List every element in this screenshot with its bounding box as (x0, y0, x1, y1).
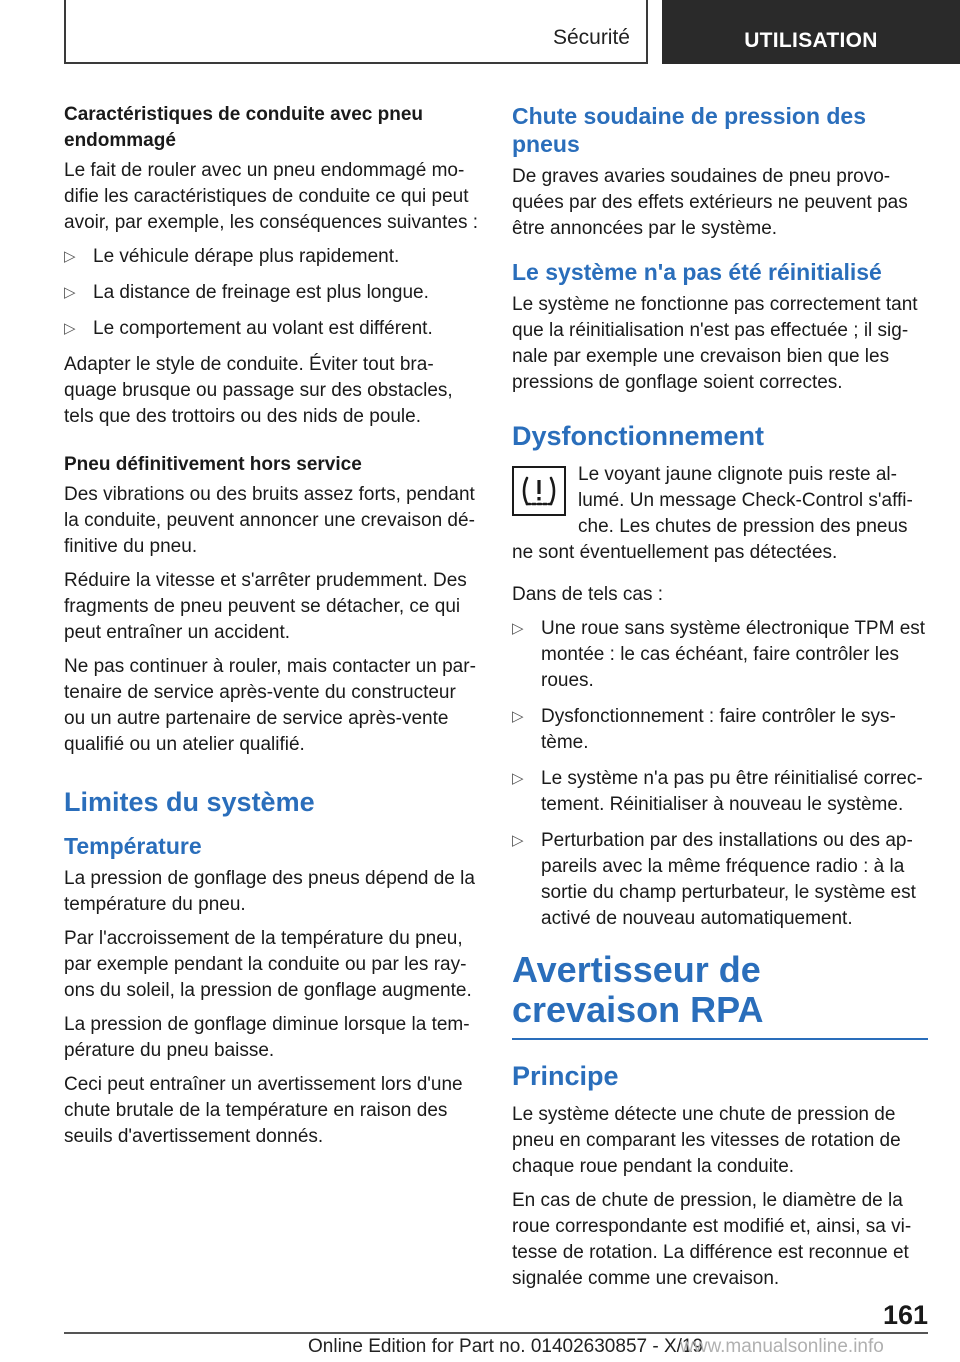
left-column (64, 102, 478, 1158)
tire-pressure-warning-icon-graphic (519, 474, 559, 508)
list-item (512, 828, 928, 932)
watermark-text: www.manualsonline.info (680, 1336, 884, 1357)
list-item (512, 704, 928, 756)
paragraph: Réduire la vitesse et s'arrêter prudemment. Des fragments de pneu peuvent se détacher, ce qui peut entraîner un accident. (64, 570, 467, 643)
paragraph: La pression de gonflage des pneus dépend de la température du pneu. (64, 868, 475, 915)
paragraph: Le système détecte une chute de pression de pneu en comparant les vitesses de rotation de chaque roue pendant la conduite. (512, 1104, 901, 1177)
heading-system-limits: Limites du système (64, 787, 315, 817)
list-item-text: La distance de freinage est plus longue. (93, 282, 429, 303)
right-column (512, 102, 928, 1300)
paragraph: Le voyant jaune clignote puis reste allumé. Un message Check-Control s'affiche. Les chutes de pression des pneus ne sont éventuellement pas détectées. (512, 464, 913, 563)
bullet-triangle-icon: ▷ (512, 708, 524, 725)
bullet-triangle-icon: ▷ (512, 832, 524, 849)
paragraph: Ne pas continuer à rouler, mais contacter un partenaire de service après-vente du constructeur ou un autre partenaire de service après-vente qualifié ou un atelier qualifié. (64, 656, 476, 755)
footer-divider (64, 1332, 928, 1334)
list-item (512, 616, 928, 694)
section-title: Sécurité (552, 26, 630, 49)
list-item-text: Le véhicule dérape plus rapidement. (93, 246, 400, 267)
heading-temperature: Température (64, 833, 202, 859)
paragraph: Le système ne fonctionne pas correctement tant que la réinitialisation n'est pas effectuée ; il signale par exemple une crevaison bien que les pressions de gonflage soient correctes. (512, 294, 918, 393)
chapter-title: UTILISATION (744, 29, 878, 52)
list-item (64, 316, 478, 342)
paragraph: De graves avaries soudaines de pneu provoquées par des effets extérieurs ne peuvent pas être annoncées par le système. (512, 166, 908, 239)
list-item-text: Le comportement au volant est différent. (93, 318, 433, 339)
heading-not-reset: Le système n'a pas été réinitialisé (512, 259, 882, 285)
consequence-list (64, 244, 478, 342)
list-item (512, 766, 928, 818)
bullet-triangle-icon: ▷ (64, 248, 76, 265)
heading-malfunction: Dysfonctionnement (512, 421, 765, 451)
malfunction-cases-list (512, 616, 928, 932)
paragraph: En cas de chute de pression, le diamètre de la roue correspondante est modifié et, ainsi, sa vitesse de rotation. La différence est reconnue et signalée comme une crevaison. (512, 1190, 912, 1289)
list-item-text: Dysfonctionnement : faire contrôler le système. (541, 706, 896, 753)
paragraph: Le fait de rouler avec un pneu endommagé modifie les caractéristiques de conduite ce qui peut avoir, par exemple, les conséquences suivantes : (64, 160, 479, 233)
page-header (0, 0, 960, 66)
heading-flat-tire-monitor-rpa: Avertisseur de crevaison RPA (512, 950, 928, 1040)
list-item (64, 244, 478, 270)
subheading-damaged-tire: Caractéristiques de conduite avec pneu endommagé (64, 104, 424, 151)
list-item-text: Le système n'a pas pu être réinitialisé correctement. Réinitialiser à nouveau le système. (541, 768, 923, 815)
page-number: 161 (882, 1300, 928, 1330)
header-frame (64, 0, 648, 64)
paragraph: Ceci peut entraîner un avertissement lors d'une chute brutale de la température en raison des seuils d'avertissement donnés. (64, 1074, 463, 1147)
tire-pressure-warning-icon (512, 466, 566, 516)
list-item (64, 280, 478, 306)
edition-note: Online Edition for Part no. 01402630857 - X/19 (308, 1336, 704, 1357)
heading-sudden-pressure-drop: Chute soudaine de pression des pneus (512, 103, 867, 157)
paragraph: Adapter le style de conduite. Éviter tout braquage brusque ou passage sur des obstacles, tels que des trottoirs ou des nids de poule. (64, 354, 453, 427)
subheading-tire-out-of-service: Pneu définitivement hors service (64, 454, 362, 475)
paragraph: Par l'accroissement de la température du pneu, par exemple pendant la conduite ou par les rayons du soleil, la pression de gonflage augmente. (64, 928, 472, 1001)
bullet-triangle-icon: ▷ (64, 284, 76, 301)
warning-block (512, 462, 928, 566)
bullet-triangle-icon: ▷ (512, 770, 524, 787)
list-item-text: Une roue sans système électronique TPM est montée : le cas échéant, faire contrôler les roues. (541, 618, 926, 691)
chapter-tab (662, 0, 960, 64)
paragraph: Dans de tels cas : (512, 584, 664, 605)
bullet-triangle-icon: ▷ (64, 320, 76, 337)
paragraph: La pression de gonflage diminue lorsque la température du pneu baisse. (64, 1014, 470, 1061)
bullet-triangle-icon: ▷ (512, 620, 524, 637)
list-item-text: Perturbation par des installations ou des appareils avec la même fréquence radio : à la sortie du champ perturbateur, le système est activé de nouveau automatiquement. (541, 830, 916, 929)
heading-principle: Principe (512, 1061, 619, 1091)
paragraph: Des vibrations ou des bruits assez forts, pendant la conduite, peuvent annoncer une crevaison définitive du pneu. (64, 484, 475, 557)
